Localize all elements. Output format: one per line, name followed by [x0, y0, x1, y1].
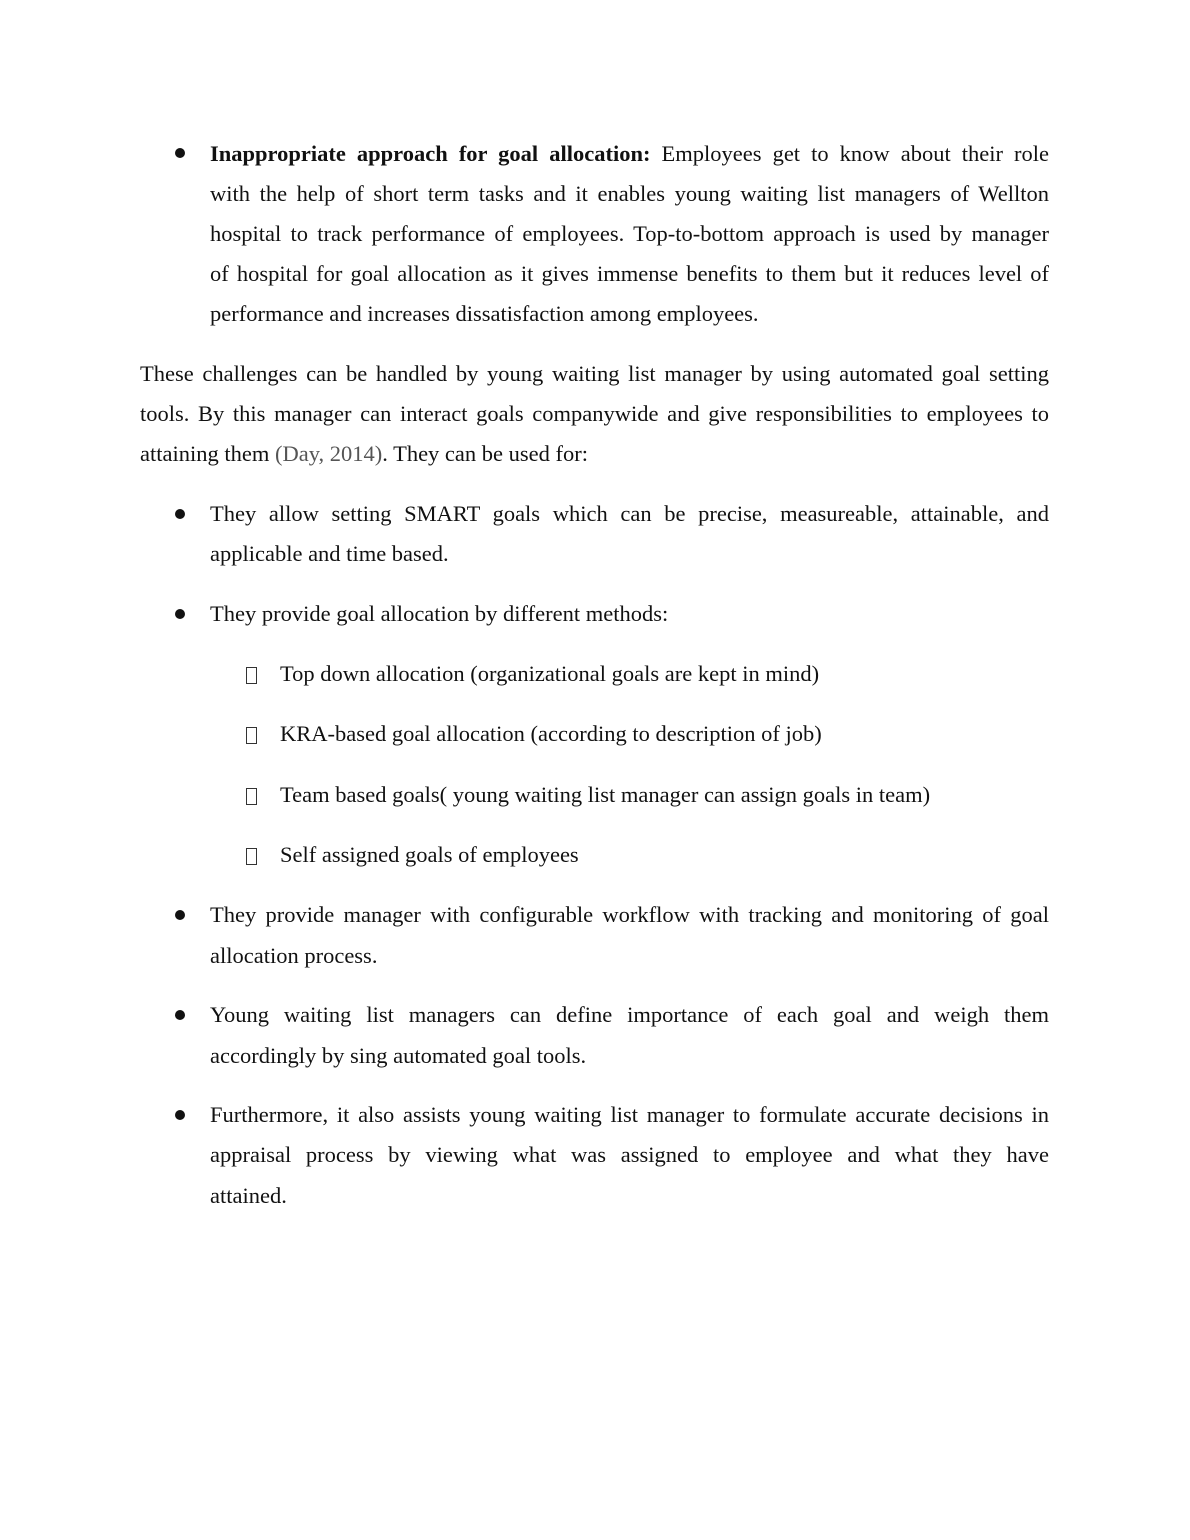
- bullet1-line3: hospital to track performance of employees. Top-to-bottom approach is used by manager: [210, 221, 1049, 246]
- bullet6-line2: appraisal process by viewing what was assigned to employee and what they have: [210, 1142, 1049, 1167]
- bullet1-line1-text: Employees get to know about their role: [661, 141, 1050, 166]
- bullet-icon: [175, 148, 185, 158]
- bullet1-line4: of hospital for goal allocation as it gives immense benefits to them but it reduces level of: [210, 261, 1049, 286]
- square-bullet-icon: [246, 848, 257, 865]
- paragraph-line3-start: attaining them: [140, 441, 270, 466]
- bullet-icon: [175, 509, 185, 519]
- bullet5-line1: Young waiting list managers can define importance of each goal and weigh them: [210, 1002, 1049, 1027]
- sub-item-4: Self assigned goals of employees: [280, 842, 579, 867]
- bullet5-line2: accordingly by sing automated goal tools.: [210, 1043, 587, 1068]
- paragraph-line1: These challenges can be handled by young waiting list manager by using automated goal setting: [140, 361, 1049, 386]
- bullet2-line2: applicable and time based.: [210, 541, 449, 566]
- square-bullet-icon: [246, 788, 257, 805]
- bullet-icon: [175, 1110, 185, 1120]
- citation: (Day, 2014): [274, 441, 383, 466]
- sub-item-3: Team based goals( young waiting list manager can assign goals in team): [280, 782, 931, 807]
- bullet4-line1: They provide manager with configurable workflow with tracking and monitoring of goal: [210, 902, 1049, 927]
- bullet-icon: [175, 1010, 185, 1020]
- bullet1-line2: with the help of short term tasks and it enables young waiting list managers of Wellton: [210, 181, 1049, 206]
- bullet-icon: [175, 609, 185, 619]
- bullet1-line1: [210, 139, 1049, 169]
- bullet6-line3: attained.: [210, 1183, 287, 1208]
- bullet2-line1: They allow setting SMART goals which can be precise, measureable, attainable, and: [210, 501, 1049, 526]
- paragraph-line3: [140, 439, 588, 469]
- square-bullet-icon: [246, 667, 257, 684]
- bullet6-line1: Furthermore, it also assists young waiting list manager to formulate accurate decisions in: [210, 1102, 1049, 1127]
- bullet1-line5: performance and increases dissatisfaction among employees.: [210, 301, 759, 326]
- sub-item-1: Top down allocation (organizational goals are kept in mind): [280, 661, 820, 686]
- sub-item-2: KRA-based goal allocation (according to description of job): [280, 721, 822, 746]
- square-bullet-icon: [246, 727, 257, 744]
- bullet4-line2: allocation process.: [210, 943, 378, 968]
- bullet1-heading: Inappropriate approach for goal allocation:: [210, 141, 651, 166]
- bullet-icon: [175, 910, 185, 920]
- paragraph-line2: tools. By this manager can interact goals companywide and give responsibilities to employees to: [140, 401, 1049, 426]
- bullet3-line1: They provide goal allocation by different methods:: [210, 601, 669, 626]
- paragraph-line3-end: . They can be used for:: [382, 441, 588, 466]
